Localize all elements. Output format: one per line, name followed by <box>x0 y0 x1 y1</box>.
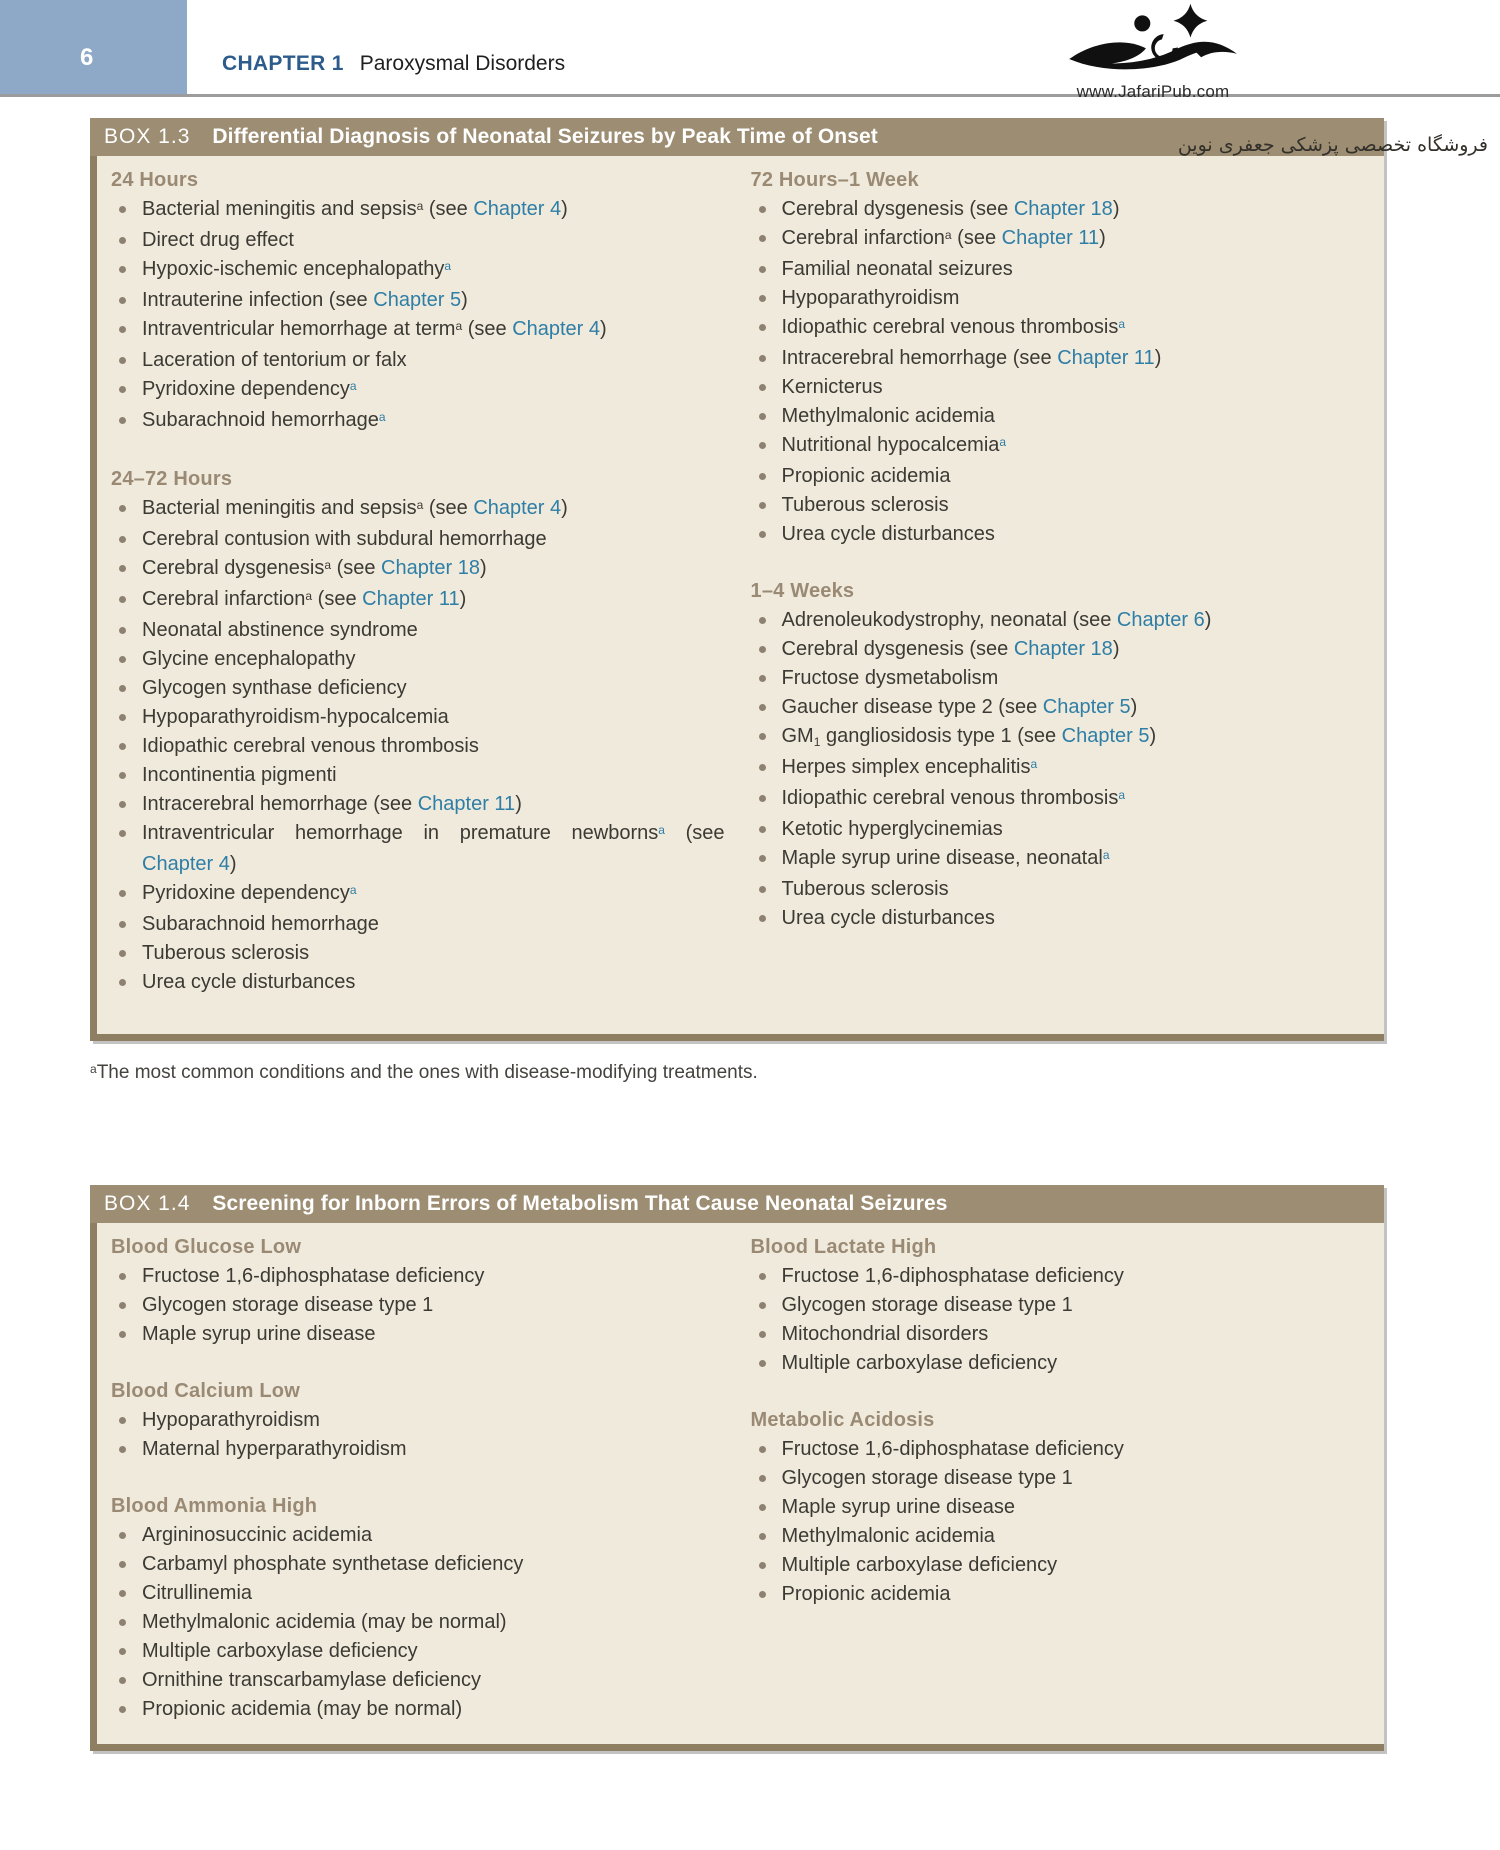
bullet-list <box>751 195 1365 549</box>
watermark-url: www.JafariPub.com <box>1076 82 1230 101</box>
footnote-marker: a <box>1118 787 1126 802</box>
subscript: 1 <box>813 734 821 749</box>
footnote-marker: a <box>444 258 452 273</box>
item-text: Gaucher disease type 2 (see <box>781 696 1043 718</box>
bullet-list <box>751 1262 1365 1378</box>
list-item <box>111 819 725 879</box>
chapter-link[interactable]: Chapter 18 <box>1013 638 1113 660</box>
item-text: Multiple carboxylase deficiency <box>781 1352 1058 1374</box>
item-text: (see <box>423 497 474 519</box>
item-text: Laceration of tentorium or falx <box>142 349 407 371</box>
list-item <box>751 1580 1365 1609</box>
item-text: Citrullinemia <box>142 1582 253 1604</box>
page-number-strip <box>0 0 187 96</box>
list-item <box>111 1695 725 1724</box>
bullet-list <box>111 195 725 437</box>
item-text: Fructose 1,6-diphosphatase deficiency <box>781 1438 1124 1460</box>
footnote-marker: a <box>999 434 1007 449</box>
footnote-marker: a <box>90 1061 97 1076</box>
list-item <box>751 693 1365 722</box>
item-text: GM <box>781 725 814 747</box>
bullet-list <box>111 1406 725 1464</box>
item-text: Subarachnoid hemorrhage <box>142 913 379 935</box>
item-text: Tuberous sclerosis <box>142 942 310 964</box>
item-text: ) <box>1130 696 1138 718</box>
list-item <box>751 284 1365 313</box>
item-text: Argininosuccinic acidemia <box>142 1524 373 1546</box>
item-text: Carbamyl phosphate synthetase deficiency <box>142 1553 524 1575</box>
box-1-3-left-column <box>111 166 725 1014</box>
chapter-link[interactable]: Chapter 4 <box>512 318 601 340</box>
list-item <box>111 1435 725 1464</box>
section-heading: Blood Calcium Low <box>111 1380 300 1402</box>
watermark-farsi-caption: فروشگاه تخصصی پزشکی جعفری نوین <box>1177 134 1488 156</box>
item-text: Urea cycle disturbances <box>781 523 995 545</box>
list-item <box>111 761 725 790</box>
list-item <box>751 255 1365 284</box>
list-item <box>751 313 1365 344</box>
list-item <box>751 1435 1365 1464</box>
list-item <box>751 462 1365 491</box>
list-item <box>111 1262 725 1291</box>
item-text: (see <box>312 588 363 610</box>
item-text: Intraventricular hemorrhage in premature newborns <box>142 822 659 844</box>
list-item <box>111 1521 725 1550</box>
item-text: Hypoparathyroidism <box>142 1409 320 1431</box>
item-text: Idiopathic cerebral venous thrombosis <box>781 787 1119 809</box>
item-text: Urea cycle disturbances <box>142 971 356 993</box>
list-item <box>751 373 1365 402</box>
item-text: Familial neonatal seizures <box>781 258 1013 280</box>
item-text: ) <box>1204 609 1212 631</box>
list-item <box>111 910 725 939</box>
item-text: Herpes simplex encephalitis <box>781 756 1031 778</box>
footnote-marker: a <box>349 378 357 393</box>
list-item <box>111 645 725 674</box>
list-item <box>751 1493 1365 1522</box>
item-text: Glycogen storage disease type 1 <box>142 1294 434 1316</box>
footnote-marker: a <box>944 227 952 242</box>
item-text: Urea cycle disturbances <box>781 907 995 929</box>
list-item <box>111 315 725 346</box>
chapter-link[interactable]: Chapter 5 <box>1042 696 1131 718</box>
item-text: Cerebral infarction <box>142 588 306 610</box>
list-item <box>751 606 1365 635</box>
running-head <box>222 52 565 76</box>
item-text: Ketotic hyperglycinemias <box>781 818 1003 840</box>
item-text: Pyridoxine dependency <box>142 378 350 400</box>
list-item <box>111 346 725 375</box>
jafaripub-logo-icon <box>1048 2 1258 84</box>
chapter-link[interactable]: Chapter 4 <box>142 853 230 875</box>
chapter-link[interactable]: Chapter 11 <box>362 588 460 610</box>
list-item <box>751 1464 1365 1493</box>
footnote-marker: a <box>305 588 313 603</box>
list-item <box>111 525 725 554</box>
item-text: Kernicterus <box>781 376 883 398</box>
box-1-3 <box>90 118 1384 1041</box>
item-text: ) <box>1112 638 1120 660</box>
chapter-link[interactable]: Chapter 5 <box>373 289 462 311</box>
item-text: Cerebral dysgenesis (see <box>781 638 1014 660</box>
item-text: (see <box>951 227 1002 249</box>
section-heading: Blood Ammonia High <box>111 1495 318 1517</box>
item-text: Neonatal abstinence syndrome <box>142 619 418 641</box>
list-item <box>111 732 725 761</box>
item-text: Glycine encephalopathy <box>142 648 356 670</box>
list-item <box>751 815 1365 844</box>
item-text: gangliosidosis type 1 (see <box>820 725 1062 747</box>
list-item <box>751 520 1365 549</box>
chapter-link[interactable]: Chapter 11 <box>417 793 516 815</box>
list-item <box>111 1579 725 1608</box>
list-item <box>751 784 1365 815</box>
section-heading: 72 Hours–1 Week <box>750 169 919 191</box>
bullet-list <box>111 1262 725 1349</box>
chapter-label: CHAPTER 1 <box>222 52 344 75</box>
item-text: Intracerebral hemorrhage (see <box>781 347 1058 369</box>
item-text: Methylmalonic acidemia (may be normal) <box>142 1611 507 1633</box>
item-text: Glycogen synthase deficiency <box>142 677 407 699</box>
section-heading: 24–72 Hours <box>111 468 233 490</box>
list-item <box>111 674 725 703</box>
box-1-4-header <box>90 1185 1384 1223</box>
item-text: Cerebral dysgenesis <box>142 557 325 579</box>
list-item <box>751 1320 1365 1349</box>
item-text: Propionic acidemia <box>781 465 951 487</box>
item-text: Intraventricular hemorrhage at term <box>142 318 456 340</box>
item-text: ) <box>480 557 487 579</box>
item-text: Maple syrup urine disease <box>781 1496 1015 1518</box>
footnote-marker: a <box>455 318 463 333</box>
list-item <box>751 491 1365 520</box>
item-text: ) <box>1149 725 1157 747</box>
chapter-link[interactable]: Chapter 18 <box>381 557 481 579</box>
item-text: ) <box>1112 198 1120 220</box>
item-text: Adrenoleukodystrophy, neonatal (see <box>781 609 1117 631</box>
chapter-link[interactable]: Chapter 5 <box>1061 725 1150 747</box>
item-text: Maternal hyperparathyroidism <box>142 1438 407 1460</box>
list-item <box>751 224 1365 255</box>
bullet-list <box>751 606 1365 933</box>
box-1-3-footnote <box>90 1062 1340 1084</box>
item-text: ) <box>561 497 568 519</box>
box-1-4 <box>90 1185 1384 1751</box>
item-text: Fructose 1,6-diphosphatase deficiency <box>781 1265 1124 1287</box>
list-item <box>111 616 725 645</box>
list-item <box>111 255 725 286</box>
item-text: Hypoxic-ischemic encephalopathy <box>142 258 445 280</box>
section-heading: 1–4 Weeks <box>750 580 855 602</box>
item-text: Bacterial meningitis and sepsis <box>142 198 417 220</box>
box-1-4-body <box>90 1223 1384 1744</box>
box-title: Differential Diagnosis of Neonatal Seizures by Peak Time of Onset <box>212 125 878 148</box>
chapter-link[interactable]: Chapter 6 <box>1116 609 1205 631</box>
item-text: Propionic acidemia (may be normal) <box>142 1698 463 1720</box>
list-item <box>751 1522 1365 1551</box>
item-text: Tuberous sclerosis <box>781 878 949 900</box>
list-item <box>751 1551 1365 1580</box>
item-text: Glycogen storage disease type 1 <box>781 1467 1073 1489</box>
list-item <box>751 664 1365 693</box>
list-item <box>751 844 1365 875</box>
item-text: Idiopathic cerebral venous thrombosis <box>781 316 1119 338</box>
box-label: BOX 1.3 <box>104 125 191 148</box>
chapter-link[interactable]: Chapter 11 <box>1057 347 1155 369</box>
list-item <box>751 1291 1365 1320</box>
list-item <box>111 494 725 525</box>
item-text: Direct drug effect <box>142 229 294 251</box>
footnote-marker: a <box>324 557 332 572</box>
list-item <box>111 703 725 732</box>
list-item <box>751 722 1365 753</box>
footnote-text: The most common conditions and the ones with disease-modifying treatments. <box>96 1062 758 1083</box>
list-item <box>111 968 725 997</box>
item-text: ) <box>600 318 607 340</box>
list-item <box>111 879 725 910</box>
item-text: Glycogen storage disease type 1 <box>781 1294 1073 1316</box>
section-heading: Blood Lactate High <box>750 1236 937 1258</box>
list-item <box>111 1637 725 1666</box>
list-item <box>751 875 1365 904</box>
list-item <box>751 195 1365 224</box>
chapter-link[interactable]: Chapter 11 <box>1001 227 1100 249</box>
list-item <box>111 939 725 968</box>
page-number: 6 <box>80 44 94 71</box>
item-text: Propionic acidemia <box>781 1583 951 1605</box>
item-text: ) <box>459 588 467 610</box>
footnote-marker: a <box>1102 847 1110 862</box>
list-item <box>111 1320 725 1349</box>
item-text: Tuberous sclerosis <box>781 494 949 516</box>
header-rule <box>0 94 1500 97</box>
item-text: ) <box>1099 227 1106 249</box>
item-text: Incontinentia pigmenti <box>142 764 337 786</box>
list-item <box>111 585 725 616</box>
item-text: Intrauterine infection (see <box>142 289 374 311</box>
list-item <box>111 406 725 437</box>
item-text: Maple syrup urine disease <box>142 1323 376 1345</box>
list-item <box>111 195 725 226</box>
item-text: ) <box>1154 347 1162 369</box>
list-item <box>751 402 1365 431</box>
item-text: Pyridoxine dependency <box>142 882 350 904</box>
footnote-marker: a <box>658 822 665 837</box>
watermark-logo-block <box>1048 2 1258 102</box>
box-label: BOX 1.4 <box>104 1192 191 1215</box>
chapter-link[interactable]: Chapter 18 <box>1013 198 1113 220</box>
list-item <box>111 790 725 819</box>
list-item <box>751 753 1365 784</box>
item-text: Cerebral infarction <box>781 227 945 249</box>
item-text: Subarachnoid hemorrhage <box>142 409 379 431</box>
item-text: (see <box>664 822 725 844</box>
chapter-link[interactable]: Chapter 4 <box>473 198 562 220</box>
box-1-4-left-column <box>111 1233 725 1724</box>
box-title: Screening for Inborn Errors of Metabolism That Cause Neonatal Seizures <box>212 1192 948 1215</box>
item-text: ) <box>461 289 468 311</box>
list-item <box>751 1262 1365 1291</box>
item-text: Maple syrup urine disease, neonatal <box>781 847 1103 869</box>
section-heading: Blood Glucose Low <box>111 1236 302 1258</box>
item-text: Multiple carboxylase deficiency <box>142 1640 418 1662</box>
item-text: ) <box>229 853 237 875</box>
list-item <box>111 1406 725 1435</box>
item-text: Fructose dysmetabolism <box>781 667 999 689</box>
list-item <box>111 375 725 406</box>
item-text: ) <box>561 198 568 220</box>
item-text: (see <box>423 198 474 220</box>
item-text: Methylmalonic acidemia <box>781 405 995 427</box>
item-text: Hypoparathyroidism-hypocalcemia <box>142 706 449 728</box>
bullet-list <box>751 1435 1365 1609</box>
box-1-3-body <box>90 156 1384 1034</box>
box-1-3-right-column <box>751 166 1365 1014</box>
item-text: Intracerebral hemorrhage (see <box>142 793 418 815</box>
item-text: ) <box>515 793 522 815</box>
list-item <box>111 1666 725 1695</box>
section-heading: Metabolic Acidosis <box>750 1409 935 1431</box>
footnote-marker: a <box>416 198 424 213</box>
footnote-marker: a <box>1030 756 1038 771</box>
list-item <box>751 431 1365 462</box>
item-text: Nutritional hypocalcemia <box>781 434 1000 456</box>
item-text: Idiopathic cerebral venous thrombosis <box>142 735 479 757</box>
chapter-title: Paroxysmal Disorders <box>359 52 566 75</box>
bullet-list <box>111 1521 725 1724</box>
list-item <box>751 1349 1365 1378</box>
item-text: Hypoparathyroidism <box>781 287 960 309</box>
footnote-marker: a <box>1118 316 1126 331</box>
list-item <box>111 1550 725 1579</box>
section-heading: 24 Hours <box>111 169 199 191</box>
chapter-link[interactable]: Chapter 4 <box>473 497 562 519</box>
item-text: Multiple carboxylase deficiency <box>781 1554 1058 1576</box>
list-item <box>111 1608 725 1637</box>
item-text: Cerebral contusion with subdural hemorrhage <box>142 528 547 550</box>
list-item <box>111 226 725 255</box>
list-item <box>111 1291 725 1320</box>
item-text: Methylmalonic acidemia <box>781 1525 995 1547</box>
item-text: (see <box>331 557 382 579</box>
list-item <box>751 904 1365 933</box>
item-text: Bacterial meningitis and sepsis <box>142 497 417 519</box>
item-text: Fructose 1,6-diphosphatase deficiency <box>142 1265 485 1287</box>
bullet-list <box>111 494 725 997</box>
list-item <box>751 344 1365 373</box>
list-item <box>751 635 1365 664</box>
list-item <box>111 554 725 585</box>
footnote-marker: a <box>416 497 424 512</box>
item-text: Cerebral dysgenesis (see <box>781 198 1014 220</box>
item-text: Ornithine transcarbamylase deficiency <box>142 1669 482 1691</box>
list-item <box>111 286 725 315</box>
item-text: Mitochondrial disorders <box>781 1323 989 1345</box>
footnote-marker: a <box>349 882 357 897</box>
item-text: (see <box>462 318 513 340</box>
footnote-marker: a <box>378 409 386 424</box>
box-1-4-right-column <box>751 1233 1365 1724</box>
